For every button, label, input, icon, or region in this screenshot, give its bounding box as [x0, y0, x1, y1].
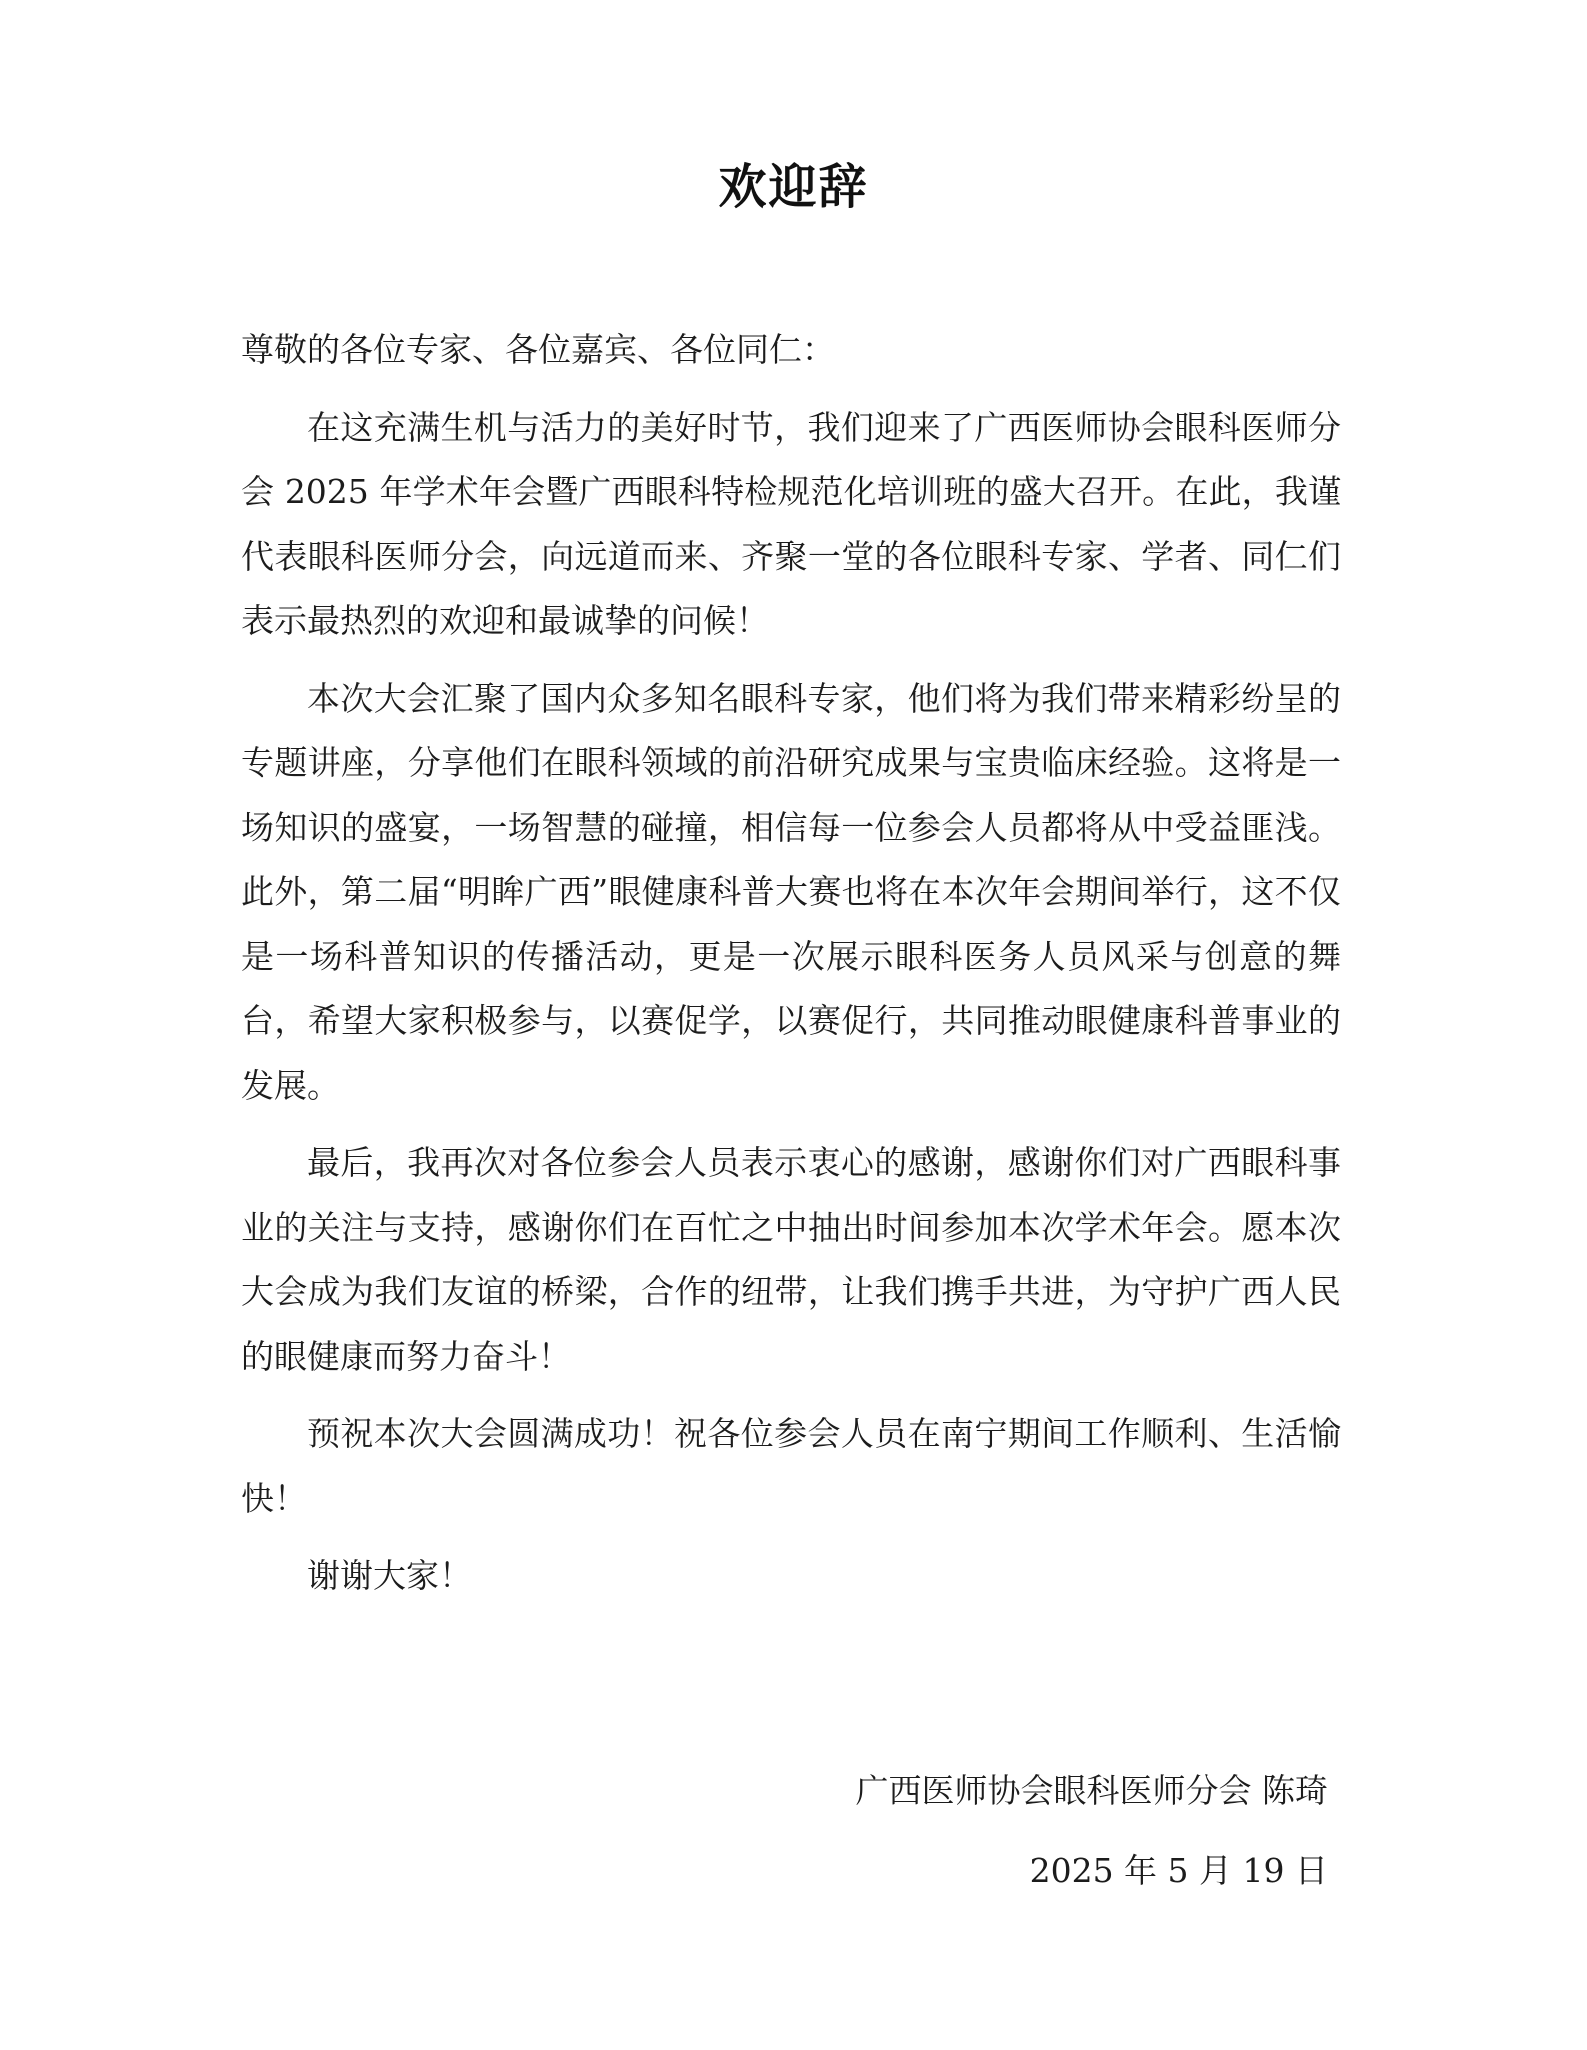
paragraph-program: 本次大会汇聚了国内众多知名眼科专家，他们将为我们带来精彩纷呈的专题讲座，分享他们在眼科领域的前沿研究成果与宝贵临床经验。这将是一场知识的盛宴，一场智慧的碰撞，相信每一位参会人员都将从中受益匪浅。此外，第二届“明眸广西”眼健康科普大赛也将在本次年会期间举行，这不仅是一场科普知识的传播活动，更是一次展示眼科医务人员风采与创意的舞台，希望大家积极参与，以赛促学，以赛促行，共同推动眼健康科普事业的发展。 [241, 678, 1341, 1105]
paragraph-opening: 在这充满生机与活力的美好时节，我们迎来了广西医师协会眼科医师分会 2025 年学术年会暨广西眼科特检规范化培训班的盛大召开。在此，我谨代表眼科医师分会，向远道而来、齐聚一堂的各位眼科专家、学者、同仁们表示最热烈的欢迎和最诚挚的问候！ [241, 407, 1341, 640]
salutation: 尊敬的各位专家、各位嘉宾、各位同仁： [241, 330, 835, 369]
document-title: 欢迎辞 [718, 159, 869, 215]
signature-date: 2025 年 5 月 19 日 [1029, 1851, 1328, 1890]
letter-body [241, 318, 1341, 1609]
paragraph-wishes: 预祝本次大会圆满成功！祝各位参会人员在南宁期间工作顺利、生活愉快！ [241, 1414, 1341, 1518]
paragraph-closing: 谢谢大家！ [307, 1556, 472, 1595]
signature-organization: 广西医师协会眼科医师分会 陈琦 [855, 1771, 1328, 1810]
paragraph-thanks: 最后，我再次对各位参会人员表示衷心的感谢，感谢你们对广西眼科事业的关注与支持，感谢你们在百忙之中抽出时间参加本次学术年会。愿本次大会成为我们友谊的桥梁，合作的纽带，让我们携手共进，为守护广西人民的眼健康而努力奋斗！ [241, 1143, 1341, 1376]
